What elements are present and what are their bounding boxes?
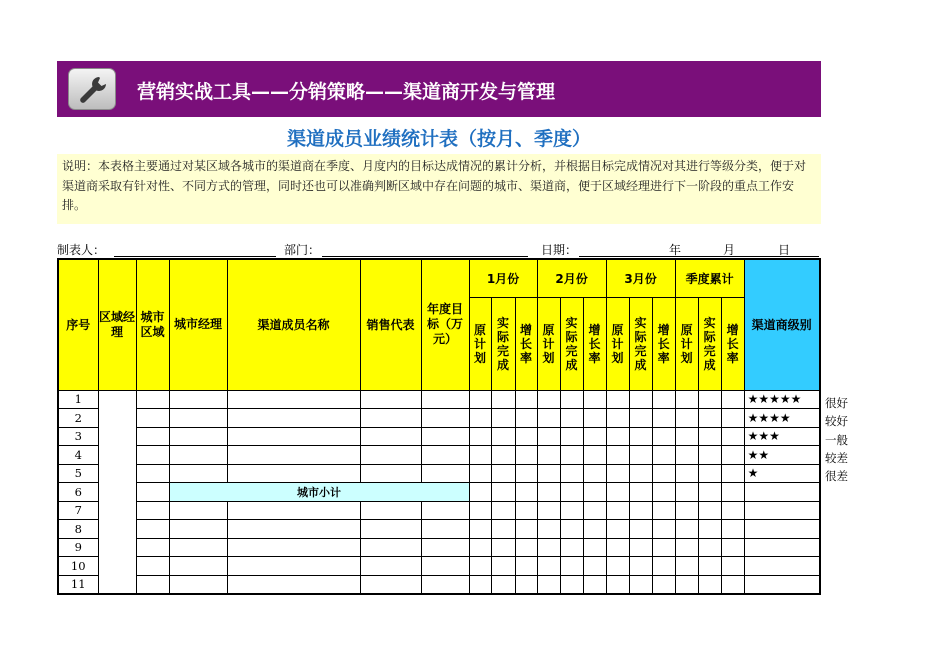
period-value-cell[interactable] [606, 390, 629, 409]
table-row [58, 538, 820, 557]
period-value-cell[interactable] [583, 520, 606, 539]
period-value-cell[interactable] [606, 557, 629, 576]
period-value-cell[interactable] [515, 483, 537, 502]
period-value-cell[interactable] [698, 464, 721, 483]
period-value-cell[interactable] [721, 557, 744, 576]
period-value-cell[interactable] [515, 409, 537, 428]
period-value-cell[interactable] [560, 483, 583, 502]
period-value-cell[interactable] [537, 520, 560, 539]
subheader-plan: 原 计 划 [606, 297, 629, 390]
period-value-cell[interactable] [675, 390, 698, 409]
city-region-cell[interactable] [136, 575, 169, 594]
period-value-cell[interactable] [491, 538, 515, 557]
period-value-cell[interactable] [698, 501, 721, 520]
period-value-cell[interactable] [515, 538, 537, 557]
period-value-cell[interactable] [469, 409, 491, 428]
annual-target-cell[interactable] [421, 575, 469, 594]
sales-rep-cell[interactable] [360, 520, 421, 539]
period-value-cell[interactable] [537, 464, 560, 483]
period-value-cell[interactable] [629, 427, 652, 446]
period-value-cell[interactable] [606, 575, 629, 594]
period-value-cell[interactable] [629, 446, 652, 465]
header-level: 渠道商级别 [744, 259, 819, 390]
period-value-cell[interactable] [469, 538, 491, 557]
period-value-cell[interactable] [560, 557, 583, 576]
period-value-cell[interactable] [698, 575, 721, 594]
period-value-cell[interactable] [606, 409, 629, 428]
period-value-cell[interactable] [491, 446, 515, 465]
date-label: 日期： [541, 243, 578, 257]
table-row [58, 446, 820, 465]
row-seq[interactable]: 6 [58, 483, 98, 502]
header-city-manager: 城市经理 [169, 259, 227, 390]
sales-rep-cell[interactable] [360, 557, 421, 576]
period-value-cell[interactable] [675, 427, 698, 446]
period-value-cell[interactable] [583, 446, 606, 465]
header-period-1: 1月份 [469, 259, 537, 297]
period-value-cell[interactable] [629, 501, 652, 520]
period-value-cell[interactable] [698, 427, 721, 446]
period-value-cell[interactable] [629, 409, 652, 428]
sales-rep-cell[interactable] [360, 575, 421, 594]
period-value-cell[interactable] [491, 483, 515, 502]
period-value-cell[interactable] [515, 575, 537, 594]
period-value-cell[interactable] [560, 520, 583, 539]
level-label: 很好 [825, 396, 848, 410]
row-seq[interactable]: 3 [58, 427, 98, 446]
period-value-cell[interactable] [652, 446, 675, 465]
period-value-cell[interactable] [469, 557, 491, 576]
period-value-cell[interactable] [629, 557, 652, 576]
city-manager-cell[interactable] [169, 575, 227, 594]
city-region-cell[interactable] [136, 446, 169, 465]
period-value-cell[interactable] [721, 390, 744, 409]
city-manager-cell[interactable] [169, 520, 227, 539]
period-value-cell[interactable] [675, 520, 698, 539]
table-row [58, 464, 820, 483]
period-value-cell[interactable] [537, 557, 560, 576]
banner-title: 营销实战工具——分销策略——渠道商开发与管理 [137, 81, 556, 103]
period-value-cell[interactable] [629, 538, 652, 557]
period-value-cell[interactable] [560, 575, 583, 594]
level-cell[interactable] [744, 557, 819, 576]
period-value-cell[interactable] [560, 501, 583, 520]
member-name-cell[interactable] [227, 427, 360, 446]
period-value-cell[interactable] [698, 538, 721, 557]
table-row [58, 483, 820, 502]
subheader-growth: 增 长 率 [652, 297, 675, 390]
period-value-cell[interactable] [721, 409, 744, 428]
sales-rep-cell[interactable] [360, 427, 421, 446]
period-value-cell[interactable] [469, 575, 491, 594]
city-region-cell[interactable] [136, 427, 169, 446]
subheader-growth: 增 长 率 [583, 297, 606, 390]
period-value-cell[interactable] [675, 557, 698, 576]
period-value-cell[interactable] [652, 520, 675, 539]
header-member-name: 渠道成员名称 [227, 259, 360, 390]
member-name-cell[interactable] [227, 390, 360, 409]
wrench-icon [68, 68, 116, 110]
table-row [58, 575, 820, 594]
header-period-quarter: 季度累计 [675, 259, 744, 297]
period-value-cell[interactable] [652, 427, 675, 446]
period-value-cell[interactable] [698, 390, 721, 409]
period-value-cell[interactable] [469, 520, 491, 539]
period-value-cell[interactable] [675, 538, 698, 557]
period-value-cell[interactable] [606, 427, 629, 446]
level-label: 较差 [825, 451, 848, 465]
sales-rep-cell[interactable] [360, 464, 421, 483]
annual-target-cell[interactable] [421, 538, 469, 557]
region-manager-cell[interactable] [98, 390, 136, 594]
member-name-cell[interactable] [227, 538, 360, 557]
row-seq[interactable]: 7 [58, 501, 98, 520]
level-label: 较好 [825, 414, 848, 428]
period-value-cell[interactable] [515, 520, 537, 539]
period-value-cell[interactable] [560, 427, 583, 446]
level-cell[interactable]: ★★★★★ [744, 390, 819, 409]
city-manager-cell[interactable] [169, 390, 227, 409]
annual-target-cell[interactable] [421, 501, 469, 520]
month-label: 月 [723, 243, 736, 257]
period-value-cell[interactable] [721, 446, 744, 465]
header-sales-rep: 销售代表 [360, 259, 421, 390]
period-value-cell[interactable] [583, 575, 606, 594]
member-name-cell[interactable] [227, 520, 360, 539]
level-cell[interactable] [819, 483, 820, 502]
banner [57, 61, 821, 117]
period-value-cell[interactable] [560, 446, 583, 465]
subheader-actual: 实 际 完 成 [560, 297, 583, 390]
period-value-cell[interactable] [652, 575, 675, 594]
level-label: 一般 [825, 433, 848, 447]
city-manager-cell[interactable] [169, 538, 227, 557]
member-name-cell[interactable] [227, 446, 360, 465]
period-value-cell[interactable] [515, 501, 537, 520]
page-title: 渠道成员业绩统计表（按月、季度） [286, 128, 591, 150]
row-seq[interactable]: 1 [58, 390, 98, 409]
level-cell[interactable]: ★★★ [744, 427, 819, 446]
sales-rep-cell[interactable] [360, 390, 421, 409]
period-value-cell[interactable] [560, 390, 583, 409]
sales-rep-cell[interactable] [360, 409, 421, 428]
period-value-cell[interactable] [629, 483, 652, 502]
period-value-cell[interactable] [537, 446, 560, 465]
period-value-cell[interactable] [606, 446, 629, 465]
period-value-cell[interactable] [675, 409, 698, 428]
table-row [58, 557, 820, 576]
subheader-plan: 原 计 划 [537, 297, 560, 390]
period-value-cell[interactable] [491, 409, 515, 428]
period-value-cell[interactable] [721, 464, 744, 483]
period-value-cell[interactable] [469, 464, 491, 483]
period-value-cell[interactable] [606, 501, 629, 520]
city-manager-cell[interactable] [169, 427, 227, 446]
row-seq[interactable]: 11 [58, 575, 98, 594]
period-value-cell[interactable] [652, 557, 675, 576]
period-value-cell[interactable] [583, 390, 606, 409]
header-region-manager: 区域经理 [98, 259, 136, 390]
period-value-cell[interactable] [537, 483, 560, 502]
preparer-label: 制表人： [57, 243, 106, 257]
period-value-cell[interactable] [652, 501, 675, 520]
city-manager-cell[interactable] [169, 464, 227, 483]
subheader-actual: 实 际 完 成 [491, 297, 515, 390]
period-value-cell[interactable] [515, 446, 537, 465]
header-period-3: 3月份 [606, 259, 675, 297]
table-row [58, 520, 820, 539]
annual-target-cell[interactable] [421, 520, 469, 539]
period-value-cell[interactable] [721, 575, 744, 594]
period-value-cell[interactable] [491, 390, 515, 409]
performance-table [57, 258, 821, 595]
period-value-cell[interactable] [537, 538, 560, 557]
period-value-cell[interactable] [537, 427, 560, 446]
row-seq[interactable]: 9 [58, 538, 98, 557]
header-city-region: 城市区域 [136, 259, 169, 390]
period-value-cell[interactable] [491, 427, 515, 446]
period-value-cell[interactable] [515, 427, 537, 446]
description-note: 说明：本表格主要通过对某区域各城市的渠道商在季度、月度内的目标达成情况的累计分析，并根据目标完成情况对其进行等级分类，便于对渠道商采取有针对性、不同方式的管理，同时还也可以准确判断区域中存在问题的城市、渠道商，便于区域经理进行下一阶段的重点工作安排。 [57, 154, 821, 224]
period-value-cell[interactable] [652, 390, 675, 409]
city-manager-cell[interactable] [169, 557, 227, 576]
period-value-cell[interactable] [652, 409, 675, 428]
subheader-growth: 增 长 率 [515, 297, 537, 390]
row-seq[interactable]: 8 [58, 520, 98, 539]
preparer-field[interactable] [114, 256, 276, 257]
period-value-cell[interactable] [698, 557, 721, 576]
subheader-actual: 实 际 完 成 [629, 297, 652, 390]
period-value-cell[interactable] [469, 446, 491, 465]
period-value-cell[interactable] [629, 390, 652, 409]
period-value-cell[interactable] [491, 520, 515, 539]
period-value-cell[interactable] [629, 575, 652, 594]
city-region-cell[interactable] [136, 409, 169, 428]
period-value-cell[interactable] [606, 483, 629, 502]
period-value-cell[interactable] [560, 464, 583, 483]
period-value-cell[interactable] [491, 464, 515, 483]
member-name-cell[interactable] [227, 557, 360, 576]
level-cell[interactable] [744, 520, 819, 539]
city-region-cell[interactable] [136, 520, 169, 539]
period-value-cell[interactable] [583, 501, 606, 520]
period-value-cell[interactable] [698, 409, 721, 428]
sales-rep-cell[interactable] [360, 538, 421, 557]
period-value-cell[interactable] [583, 464, 606, 483]
city-region-cell[interactable] [136, 538, 169, 557]
period-value-cell[interactable] [515, 557, 537, 576]
annual-target-cell[interactable] [469, 483, 491, 502]
level-label: 很差 [825, 469, 848, 483]
city-region-cell[interactable] [136, 557, 169, 576]
period-value-cell[interactable] [721, 427, 744, 446]
department-field[interactable] [322, 256, 528, 257]
period-value-cell[interactable] [515, 390, 537, 409]
table-row [58, 390, 820, 409]
member-name-cell[interactable] [227, 575, 360, 594]
period-value-cell[interactable] [721, 483, 744, 502]
annual-target-cell[interactable] [421, 390, 469, 409]
period-value-cell[interactable] [675, 501, 698, 520]
period-value-cell[interactable] [515, 464, 537, 483]
row-seq[interactable]: 10 [58, 557, 98, 576]
city-region-cell[interactable] [136, 464, 169, 483]
day-label: 日 [778, 243, 791, 257]
row-seq[interactable]: 4 [58, 446, 98, 465]
sales-rep-cell[interactable] [360, 446, 421, 465]
annual-target-cell[interactable] [421, 464, 469, 483]
level-cell[interactable] [744, 501, 819, 520]
period-value-cell[interactable] [698, 446, 721, 465]
table-row [58, 427, 820, 446]
header-annual-target: 年度目标（万元） [421, 259, 469, 390]
period-value-cell[interactable] [675, 464, 698, 483]
department-label: 部门： [284, 243, 321, 257]
level-cell[interactable] [744, 538, 819, 557]
period-value-cell[interactable] [469, 501, 491, 520]
period-value-cell[interactable] [675, 446, 698, 465]
period-value-cell[interactable] [652, 483, 675, 502]
period-value-cell[interactable] [721, 538, 744, 557]
period-value-cell[interactable] [629, 464, 652, 483]
table-row [58, 409, 820, 428]
annual-target-cell[interactable] [421, 427, 469, 446]
level-cell[interactable] [744, 575, 819, 594]
period-value-cell[interactable] [537, 575, 560, 594]
annual-target-cell[interactable] [421, 557, 469, 576]
period-value-cell[interactable] [491, 557, 515, 576]
year-label: 年 [669, 243, 682, 257]
level-cell[interactable]: ★ [744, 464, 819, 483]
header-seq: 序号 [58, 259, 98, 390]
period-value-cell[interactable] [606, 538, 629, 557]
level-cell[interactable]: ★★★★ [744, 409, 819, 428]
table-row [58, 501, 820, 520]
period-value-cell[interactable] [629, 520, 652, 539]
period-value-cell[interactable] [721, 520, 744, 539]
member-name-cell[interactable] [227, 464, 360, 483]
period-value-cell[interactable] [698, 483, 721, 502]
period-value-cell[interactable] [583, 483, 606, 502]
period-value-cell[interactable] [606, 464, 629, 483]
level-cell[interactable]: ★★ [744, 446, 819, 465]
period-value-cell[interactable] [744, 483, 819, 502]
sales-rep-cell[interactable] [360, 501, 421, 520]
city-manager-cell[interactable] [169, 446, 227, 465]
period-value-cell[interactable] [675, 575, 698, 594]
member-name-cell[interactable] [227, 409, 360, 428]
period-value-cell[interactable] [537, 390, 560, 409]
period-value-cell[interactable] [698, 520, 721, 539]
period-value-cell[interactable] [721, 501, 744, 520]
period-value-cell[interactable] [583, 427, 606, 446]
period-value-cell[interactable] [583, 409, 606, 428]
period-value-cell[interactable] [675, 483, 698, 502]
annual-target-cell[interactable] [421, 446, 469, 465]
subheader-actual: 实 际 完 成 [698, 297, 721, 390]
period-value-cell[interactable] [583, 557, 606, 576]
city-region-cell[interactable] [136, 501, 169, 520]
subheader-plan: 原 计 划 [469, 297, 491, 390]
period-value-cell[interactable] [469, 427, 491, 446]
subheader-plan: 原 计 划 [675, 297, 698, 390]
row-seq[interactable]: 2 [58, 409, 98, 428]
city-subtotal-label: 城市小计 [169, 483, 469, 502]
city-manager-cell[interactable] [169, 409, 227, 428]
period-value-cell[interactable] [560, 538, 583, 557]
period-value-cell[interactable] [491, 575, 515, 594]
annual-target-cell[interactable] [421, 409, 469, 428]
city-region-cell[interactable] [136, 483, 169, 502]
subheader-growth: 增 长 率 [721, 297, 744, 390]
row-seq[interactable]: 5 [58, 464, 98, 483]
period-value-cell[interactable] [606, 520, 629, 539]
period-value-cell[interactable] [583, 538, 606, 557]
period-value-cell[interactable] [491, 501, 515, 520]
header-period-2: 2月份 [537, 259, 606, 297]
member-name-cell[interactable] [227, 501, 360, 520]
city-region-cell[interactable] [136, 390, 169, 409]
period-value-cell[interactable] [652, 464, 675, 483]
city-manager-cell[interactable] [169, 501, 227, 520]
period-value-cell[interactable] [652, 538, 675, 557]
period-value-cell[interactable] [537, 409, 560, 428]
period-value-cell[interactable] [469, 390, 491, 409]
period-value-cell[interactable] [537, 501, 560, 520]
period-value-cell[interactable] [560, 409, 583, 428]
